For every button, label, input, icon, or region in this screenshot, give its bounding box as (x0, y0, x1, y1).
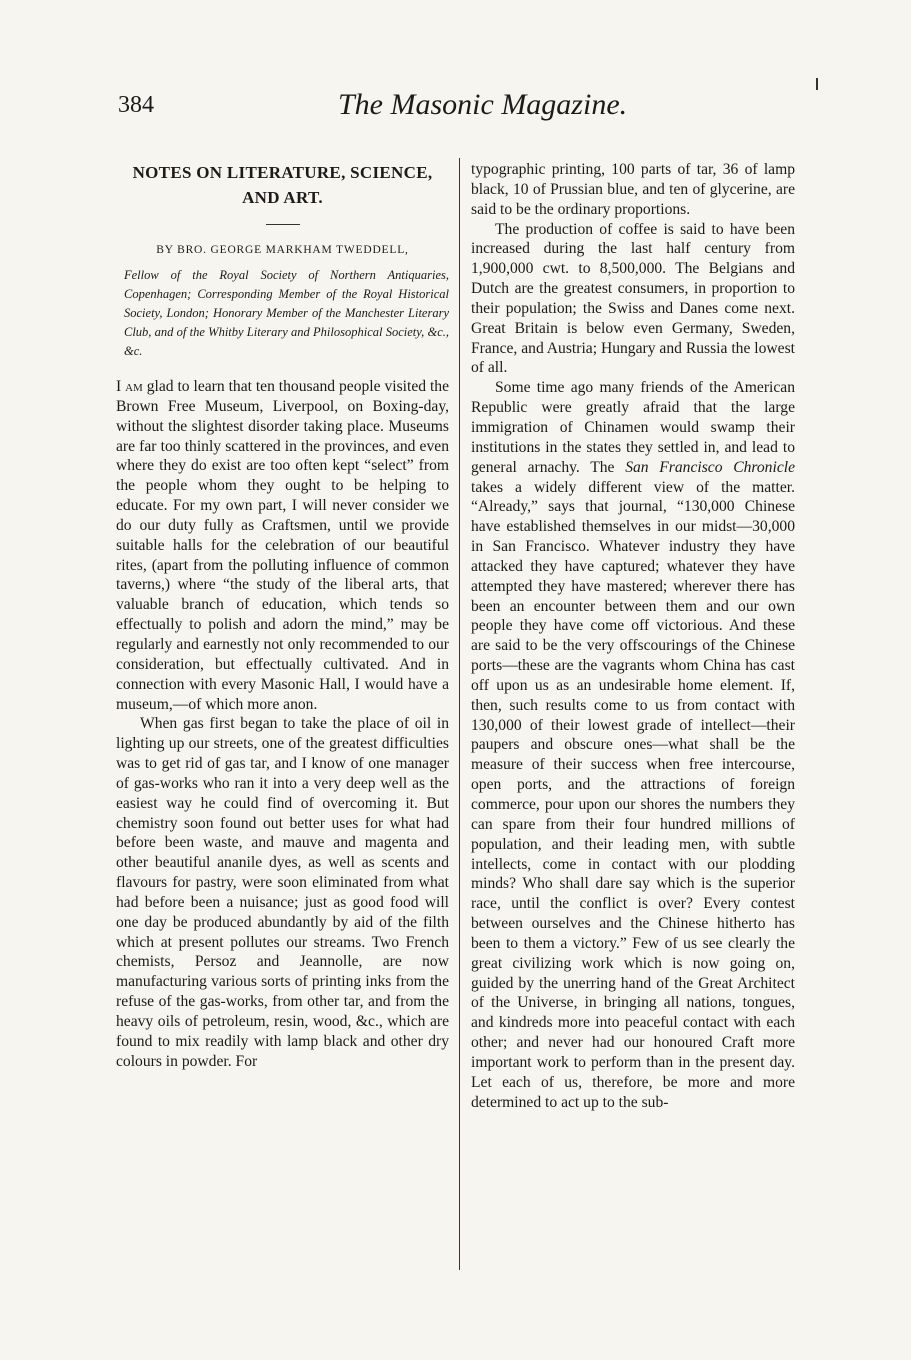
column-divider (459, 158, 460, 1270)
corner-mark (816, 78, 818, 90)
left-column (116, 160, 449, 1072)
paragraph-5 (471, 378, 795, 1112)
right-column (471, 160, 795, 1113)
paragraph-5-text-a: Some time ago many friends of the American Republic were greatly afraid that the large immigration of Chinamen would swamp their institutions in the states they settled in, and lead to general arnachy. The (471, 379, 795, 476)
paragraph-3: typographic printing, 100 parts of tar, 36 of lamp black, 10 of Prussian blue, and ten of glycerine, are said to be the ordinary proportions. (471, 161, 795, 218)
opening-words: I am (116, 378, 143, 395)
article-title (116, 160, 449, 210)
page-header (118, 88, 798, 128)
article-title-line2: AND ART. (242, 188, 323, 207)
byline: BY BRO. GEORGE MARKHAM TWEDDELL, (156, 244, 409, 256)
author-affiliations: Fellow of the Royal Society of Northern Antiquaries, Copenhagen; Corresponding Member of the Royal Historical Society, London; Honorary Member of the Manchester Literary Club, and of the Whitby Literary and Philosophical Society, &c., &c. (124, 268, 449, 358)
running-title: The Masonic Magazine. (338, 88, 628, 121)
paragraph-1-text: glad to learn that ten thousand people visited the Brown Free Museum, Liverpool, on Boxing-day, without the slightest disorder taking place. Museums are far too thinly scattered in the provinces, and even where they do exist are too often kept “select” from the people whom they ought to be helping to educate. For my own part, I will never consider we do our duty fully as Craftsmen, until we provide suitable halls for the celebration of our beautiful rites, (apart from the polluting influence of common taverns,) where “the study of the liberal arts, that valuable branch of education, which tends so effectually to polish and adorn the mind,” may be regularly and earnestly not only recommended to our consideration, but effectually cultivated. And in connection with every Masonic Hall, I would have a museum,—of which more anon. (116, 378, 449, 713)
paragraph-2: When gas first began to take the place of oil in lighting up our streets, one of the greatest difficulties was to get rid of gas tar, and I know of one manager of gas-works who ran it into a very deep well as the easiest way he could find of overcoming it. But chemistry soon found out better uses for what had before been waste, and mauve and magenta and other beautiful ananile dyes, as well as scents and flavours for pastry, were soon eliminated from what had before been a nuisance; just as good food will one day be produced abundantly by aid of the filth which at present pollutes our streams. Two French chemists, Persoz and Jeannolle, are now manufacturing various sorts of printing inks from the refuse of the gas-works, from other tar, and from the heavy oils of petroleum, resin, wood, &c., which are found to mix readily with lamp black and other dry colours in powder. For (116, 715, 449, 1070)
paragraph-1 (116, 377, 449, 714)
page-number: 384 (118, 92, 154, 118)
paragraph-5-text-b: takes a widely different view of the matter. “Already,” says that journal, “130,000 Chinese have established themselves in our midst—30,000 in San Francisco. Whatever industry they have attacked they have captured; whatever they have attempted they have mastered; wherever there has been an encounter between them and our own people they have come off victorious. And these are said to be the very offscourings of the Chinese ports—these are the vagrants whom China has cast off upon us as an undesirable home element. If, then, such results come to us from contact with 130,000 of their lowest grade of intellect—their paupers and obscure ones—what shall be the measure of their success when free intercourse, open ports, and the attractions of foreign commerce, pour upon our shores the numbers they can spare from their four hundred millions of population, and their leading men, with subtle intellects, come in contact with our plodding minds? Who shall dare say which is the superior race, until the conflict is over? Every contest between ourselves and the Chinese hitherto has been to them a victory.” Few of us see clearly the great civilizing work which is now going on, guided by the unerring hand of the Great Architect of the Universe, in bringing all nations, tongues, and kindreds more into peaceful contact with each other; and never had our honoured Craft more important work to perform than in the present day. Let each of us, therefore, be more and more determined to act up to the sub- (471, 478, 795, 1111)
title-rule (266, 224, 300, 225)
paragraph-4: The production of coffee is said to have been increased during the last half century from 1,900,000 cwt. to 8,500,000. The Belgians and Dutch are the greatest consumers, in proportion to their population; the Swiss and Danes come next. Great Britain is below even Germany, Sweden, France, and Austria; Hungary and Russia the lowest of all. (471, 220, 795, 377)
newspaper-title: San Francisco Chronicle (625, 458, 795, 476)
article-title-line1: NOTES ON LITERATURE, SCIENCE, (132, 163, 433, 182)
